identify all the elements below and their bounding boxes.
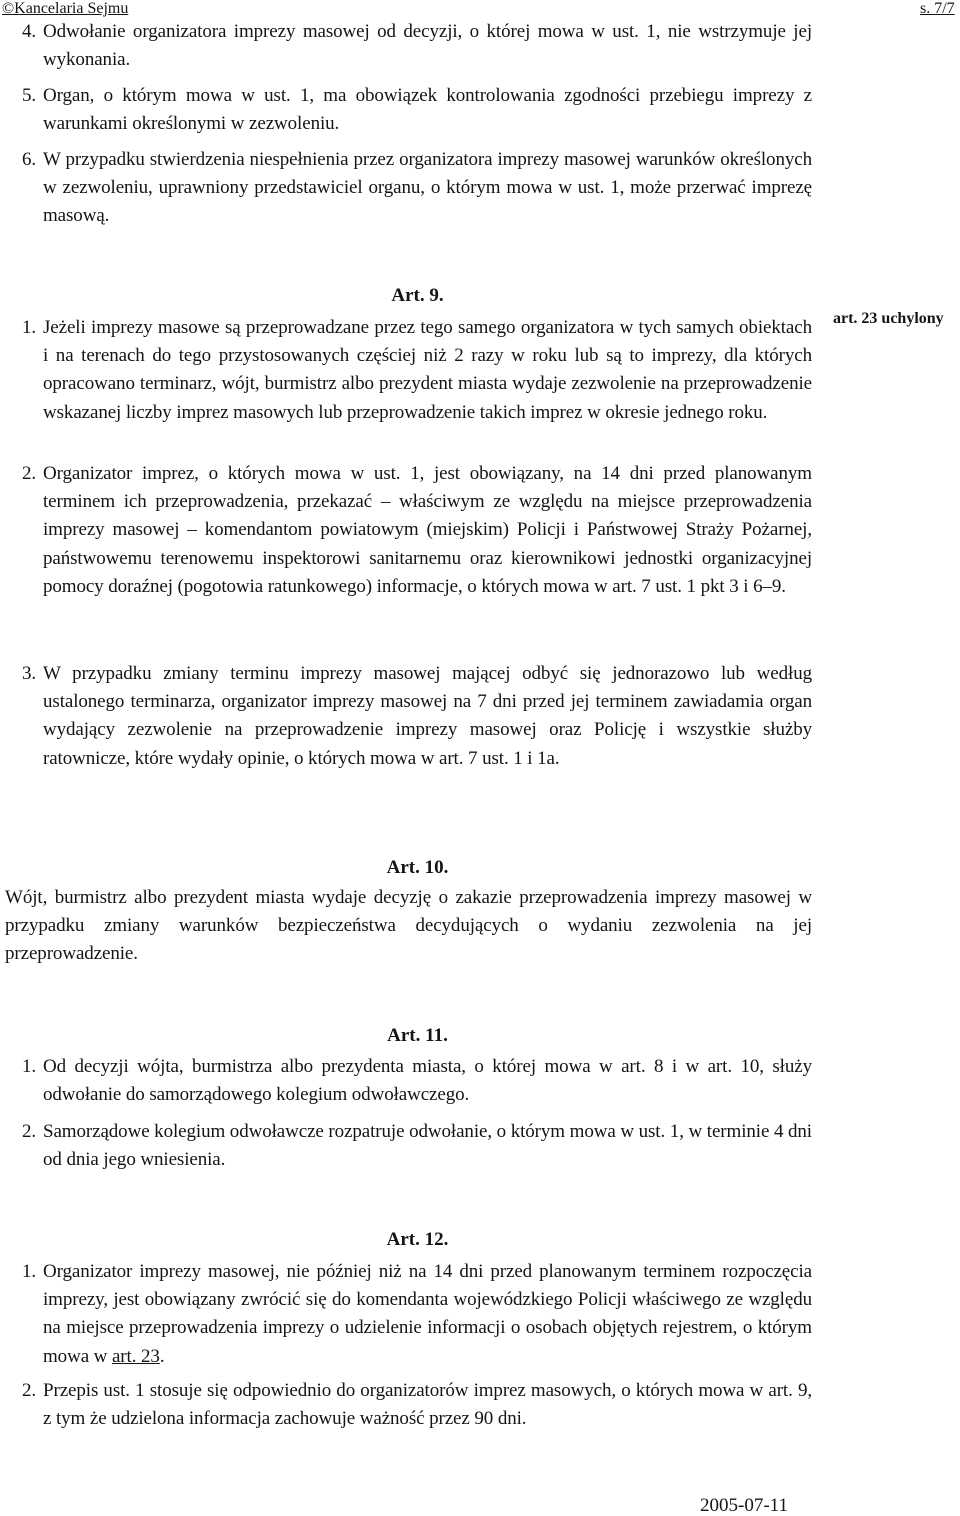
article-11-heading: Art. 11. — [387, 1025, 448, 1046]
paragraph-text — [43, 1258, 812, 1371]
article-12-paragraph-2 — [22, 1377, 812, 1433]
article-9-paragraph-1 — [22, 314, 812, 427]
paragraph-text: Przepis ust. 1 stosuje się odpowiednio do organizatorów imprez masowych, o których mowa w art. 9, z tym że udzielona informacja zachowuje ważność przez 90 dni. — [43, 1380, 812, 1430]
paragraph-number: 1. — [22, 1056, 37, 1077]
paragraph-text-end: . — [159, 1345, 165, 1367]
paragraph-number: 1. — [22, 1261, 37, 1282]
paragraph-number: 5. — [22, 85, 37, 106]
footer-date: 2005-07-11 — [700, 1495, 788, 1516]
article-11-paragraph-2 — [22, 1118, 812, 1174]
paragraph-number: 1. — [22, 317, 37, 338]
paragraph-number: 2. — [22, 1121, 37, 1142]
paragraph-text: Odwołanie organizatora imprezy masowej od decyzji, o której mowa w ust. 1, nie wstrzymuje jej wykonania. — [43, 21, 812, 71]
paragraph-5 — [22, 82, 812, 138]
paragraph-number: 2. — [22, 463, 37, 484]
paragraph-number: 6. — [22, 149, 37, 170]
paragraph-text: Organizator imprez, o których mowa w ust. 1, jest obowiązany, na 14 dni przed planowanym terminem ich przeprowadzenia, przekazać – właściwym ze względu na miejsce przeprowadzenia imprezy masowej – komendantom powiatowym (miejskim) Policji i Państwowej Straży Pożarnej, państwowemu terenowemu inspektorowi sanitarnemu oraz kierownikowi jednostki organizacyjnej pomocy doraźnej (pogotowia ratunkowego) informacje, o których mowa w art. 7 ust. 1 pkt 3 i 6–9. — [43, 463, 812, 597]
paragraph-text: Samorządowe kolegium odwoławcze rozpatruje odwołanie, o którym mowa w ust. 1, w terminie 4 dni od dnia jego wniesienia. — [43, 1121, 812, 1171]
article-9-paragraph-2 — [22, 460, 812, 601]
paragraph-text: Organ, o którym mowa w ust. 1, ma obowiązek kontrolowania zgodności przebiegu imprezy z warunkami określonymi w zezwoleniu. — [43, 85, 812, 135]
paragraph-4 — [22, 18, 812, 74]
article-12-heading: Art. 12. — [386, 1229, 449, 1250]
paragraph-text: Jeżeli imprezy masowe są przeprowadzane przez tego samego organizatora w tych samych obiektach i na terenach do tego przystosowanych częściej niż 2 razy w roku lub są to imprezy, dla których opracowano terminarz, wójt, burmistrz albo prezydent miasta wydaje zezwolenie na przeprowadzenie wskazanej liczby imprez masowych lub przeprowadzenie takich imprez w okresie jednego roku. — [43, 317, 812, 423]
article-12-paragraph-1 — [22, 1258, 812, 1371]
article-9-heading: Art. 9. — [391, 285, 444, 306]
article-9-paragraph-3 — [22, 660, 812, 773]
article-10-text: Wójt, burmistrz albo prezydent miasta wydaje decyzję o zakazie przeprowadzenia imprezy masowej w przypadku zmiany warunków bezpieczeństwa decydujących o wydaniu zezwolenia na jej przeprowadzenie. — [5, 887, 812, 965]
article-23-link[interactable]: art. 23 — [111, 1345, 160, 1367]
article-10-heading: Art. 10. — [386, 857, 449, 878]
paragraph-6 — [22, 146, 812, 231]
paragraph-number: 3. — [22, 663, 37, 684]
paragraph-text: Od decyzji wójta, burmistrza albo prezydenta miasta, o której mowa w art. 8 i w art. 10, służy odwołanie do samorządowego kolegium odwoławczego. — [43, 1056, 812, 1106]
paragraph-number: 2. — [22, 1380, 37, 1401]
article-11-paragraph-1 — [22, 1053, 812, 1109]
header-source: ©Kancelaria Sejmu — [2, 0, 129, 17]
header-page-number: s. 7/7 — [920, 0, 955, 17]
paragraph-text-body: Organizator imprezy masowej, nie później niż na 14 dni przed planowanym terminem rozpoczęcia imprezy, jest obowiązany zwrócić się do komendanta wojewódzkiego Policji właściwego ze względu na miejsce przeprowadzenia imprezy o udzielenie informacji o osobach objętych rejestrem, o którym mowa w — [43, 1261, 812, 1367]
margin-note: art. 23 uchylony — [833, 310, 944, 327]
paragraph-number: 4. — [22, 21, 37, 42]
paragraph-text: W przypadku zmiany terminu imprezy masowej mającej odbyć się jednorazowo lub według ustalonego terminarza, organizator imprezy masowej na 7 dni przed jej terminem zawiadamia organ wydający zezwolenie na przeprowadzenie imprezy masowej oraz Policję i wszystkie służby ratownicze, które wydały opinie, o których mowa w art. 7 ust. 1 i 1a. — [43, 663, 812, 769]
paragraph-text: W przypadku stwierdzenia niespełnienia przez organizatora imprezy masowej warunków określonych w zezwoleniu, uprawniony przedstawiciel organu, o którym mowa w ust. 1, może przerwać imprezę masową. — [43, 149, 812, 227]
